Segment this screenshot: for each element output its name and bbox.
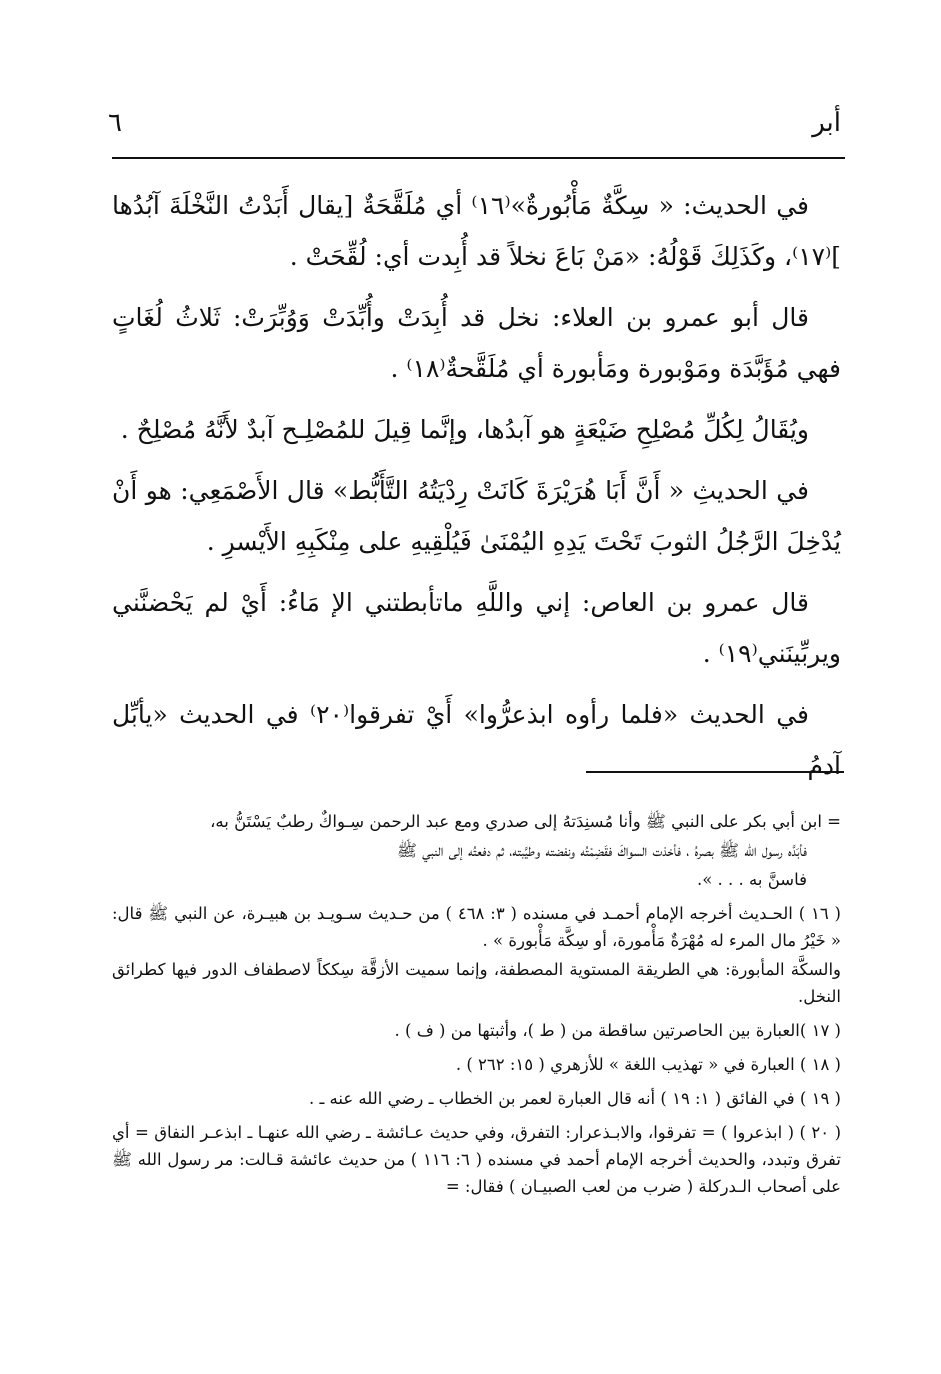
footnote-carryover-line: فأبَدَّه رسول الله ﷺ بصرهُ ، فأخذت السواكَ فقَضِمْتُه ونفضته وطيَّبته، ثم دفعتُه إلى النبي ﷺ <box>396 841 807 860</box>
page-number: ٦ <box>108 108 122 138</box>
footnote-16-note: والسكَّة المأبورة: هي الطريقة المستوية المصطفة، وإنما سميت الأزقَّة سِككاً لاصطفاف الدور فيها كطرائق النخل. <box>112 960 841 1006</box>
header-rule <box>112 157 845 159</box>
footnote-carryover-line: فاسنَّ به . . . ». <box>696 870 807 889</box>
footnote-17: ( ١٧ )العبارة بين الحاصرتين ساقطة من ( ط )، وأثبتها من ( ف ) . <box>394 1021 841 1040</box>
body-paragraph: في الحديث «فلما رأوه ابذعرُّوا» أَيْ تفرقوا⁽٢٠⁾ في الحديث «يأبِّل آدمُ <box>112 700 841 780</box>
body-paragraph: في الحديثِ « أَنَّ أَبَا هُرَيْرَةَ كَانَتْ رِدْيَتُهُ التَّأَبُّط» قال الأَصْمَعِي: هو أَنْ يُدْخِلَ الرَّجُلُ الثوبَ تَحْتَ يَدِهِ اليُمْنَىٰ فَيُلْقِيهِ على مِنْكَبِهِ الأَيْسرِ . <box>112 476 841 556</box>
footnote-20: ( ٢٠ ) ( ابذعروا ) = تفرقوا، والابـذعرار: التفرق، وفي حديث عـائشة ـ رضي الله عنهـا ـ ابذعـر النفاق = أي تفرق وتبدد، والحديث أخرجه الإمام أحمد في مسنده ( ٦: ١١٦ ) من حديث عائشة قـالت: مر رسول الله ﷺ على أصحاب الـدركلة ( ضرب من لعب الصبيـان ) فقال: = <box>112 1123 842 1196</box>
body-paragraph: قال أبو عمرو بن العلاء: نخل قد أُبِدَتْ وأُبِّدَتْ وَوُبِّرَتْ: ثَلاثُ لُغَاتٍ فهي مُؤَبَّدَة ومَوْبورة ومَأبورة أي مُلَقَّحةٌ⁽١٨⁾ . <box>112 303 841 383</box>
footnote-carryover-line: = ابن أبي بكر على النبي ﷺ وأنا مُسنِدَتهُ إلى صدري ومع عبد الرحمن سِـواكٌ رطبٌ يَسْتَنُّ به، <box>210 812 841 831</box>
footnotes <box>112 808 841 1207</box>
footnote-18: ( ١٨ ) العبارة في « تهذيب اللغة » للأزهري ( ١٥: ٢٦٢ ) . <box>455 1055 841 1074</box>
body-paragraph: في الحديث: « سِكَّةٌ مَأْبُورةٌ»⁽١٦⁾ أي مُلَقَّحَةٌ [يقال أَبَدْتُ النَّخْلَةَ آبُدُها ]⁽١٧⁾، وكَذَلِكَ قَوْلُهُ: «مَنْ بَاعَ نخلاً قد أُبِدت أي: لُقِّحَتْ . <box>112 191 841 271</box>
main-text <box>112 180 841 801</box>
entry-heading: أبر <box>812 108 841 138</box>
footnote-19: ( ١٩ ) في الفائق ( ١: ١٩ ) أنه قال العبارة لعمر بن الخطاب ـ رضي الله عنه ـ . <box>308 1089 841 1108</box>
footnote-separator <box>586 771 844 773</box>
body-paragraph: قال عمرو بن العاص: إني واللَّهِ ماتأبطتني الإ مَاءُ: أَيْ لم يَحْضنَّني ويربِّينَني⁽١٩⁾ . <box>112 588 841 668</box>
body-paragraph: ويُقَالُ لِكُلِّ مُصْلِحِ ضَيْعَةٍ هو آبدُها، وإنَّما قِيلَ للمُصْلِـح آبدٌ لأَنَّهُ مُصْلِحٌ . <box>120 415 809 444</box>
footnote-16: ( ١٦ ) الحـديث أخرجه الإمام أحمـد في مسنده ( ٣: ٤٦٨ ) من حـديث سـويـد بن هبيـرة، عن النبي ﷺ قال: « خَيْرُ مال المرء له مُهْرَةٌ مَأْمورة، أو سِكَّة مَأْبورة » . <box>112 904 841 950</box>
